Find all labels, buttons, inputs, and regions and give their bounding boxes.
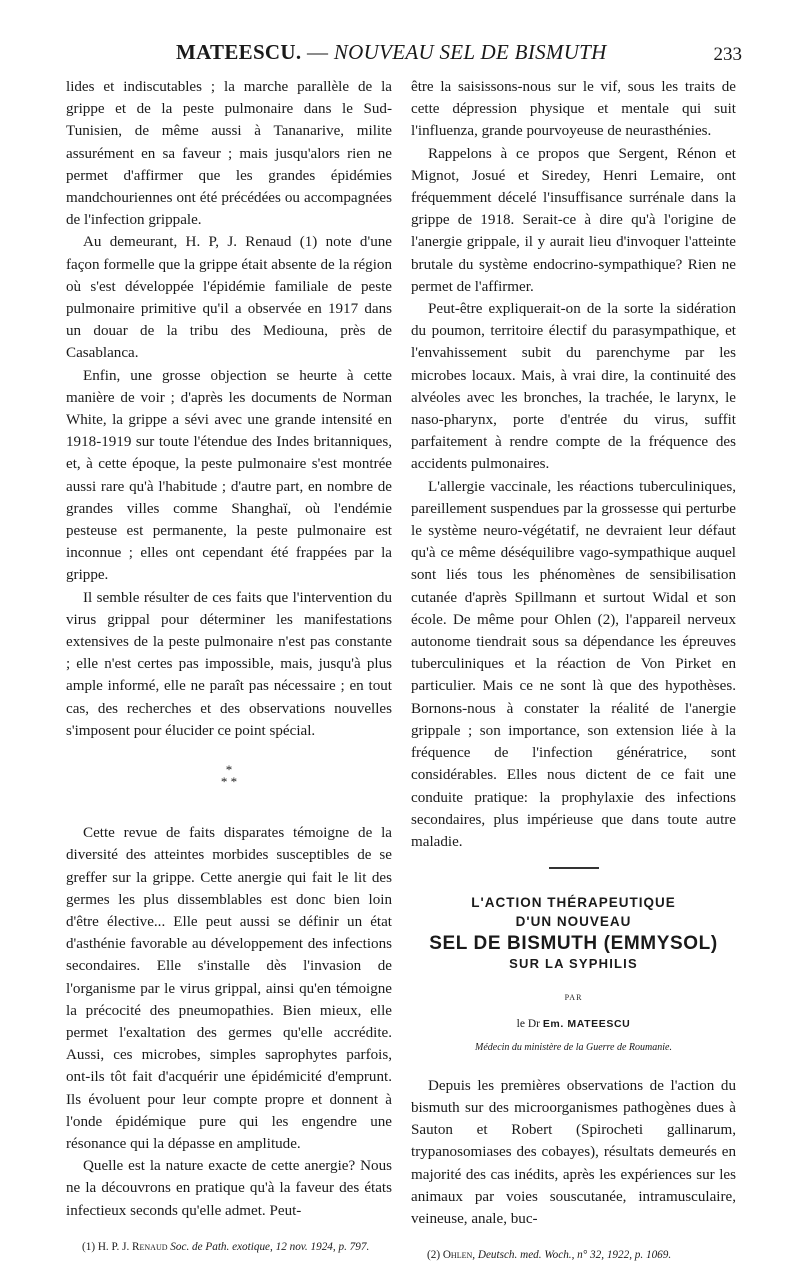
header-title: NOUVEAU SEL DE BISMUTH <box>333 40 607 64</box>
header-dash: — <box>301 40 334 64</box>
footnote-reference: , Deutsch. med. Woch., n° 32, 1922, p. 1069. <box>472 1249 672 1262</box>
footnote-1 <box>66 1240 392 1254</box>
right-column <box>411 76 736 1262</box>
paragraph: être la saisissons-nous sur le vif, sous les traits de cette dépression physique et mentale qui suit l'influenza, grande pourvoyeuse de neurasthénies. <box>411 79 736 140</box>
article-kicker-line2: D'UN NOUVEAU <box>515 914 632 930</box>
article-kicker-line1: L'ACTION THÉRAPEUTIQUE <box>471 895 676 911</box>
paragraph: L'allergie vaccinale, les réactions tuberculiniques, pareillement suspendues par la grossesse qui perturbe le système neuro-végétatif, ne devraient leur défaut qu'à ce même déséquilibre vago-sympathique auquel sont liés tous les phénomènes de sensibilisation cutanée d'après Spillmann et surtout Widal et son école. De même pour Ohlen (2), l'appareil nerveux autonome tiendrait sous sa dépendance les épreuves tuberculiniques et la réaction de Von Pirket en particulier. Mais ce ne sont là que des hypothèses. Bornons-nous à constater la réalité de l'anergie grippale ; son importance, son extension liée à la fréquence de l'infection génératrice, sont considérables. Elles nous dictent de ce fait une conduite pratique: la prophylaxie des infections secondaires, plus impérieuse que dans toute autre maladie. <box>411 478 736 850</box>
paragraph: lides et indiscutables ; la marche parallèle de la grippe et de la peste pulmonaire dans le Sud-Tunisien, de même aussi à Tananarive, milite assurément en sa faveur ; mais jusqu'alors rien ne permet d'affirmer que les grandes épidémies mandchouriennes ont été précédées ou accompagnées de l'infection grippale. <box>66 79 392 229</box>
section-asterism <box>66 764 392 788</box>
paragraph: Peut-être expliquerait-on de la sorte la sidération du poumon, territoire électif du parasympathique, et l'envahissement subit du parenchyme par les microbes locaux. Mais, à vrai dire, la continuité des alvéoles avec les bronches, la trachée, le larynx, le naso-pharynx, porte d'entrée du virus, suffit parfaitement à rendre compte de la fréquence des accidents pulmonaires. <box>411 301 736 473</box>
article-title: SEL DE BISMUTH (EMMYSOL) <box>429 933 718 955</box>
byline-author: Em. MATEESCU <box>542 1018 631 1031</box>
section-rule <box>549 867 599 869</box>
paragraph: Rappelons à ce propos que Sergent, Rénon et Mignot, Josué et Siredey, Henri Lemaire, ont fréquemment décelé l'insuffisance surrénale dans la grippe de 1918. Serait-ce à dire qu'à l'origine de l'anergie grippale, il y aurait lieu d'invoquer l'atteinte brutale du système endocrino-sympathique? Rien ne permet de l'affirmer. <box>411 145 736 295</box>
author-affiliation: Médecin du ministère de la Guerre de Roumanie. <box>475 1041 672 1053</box>
paragraph: Il semble résulter de ces faits que l'intervention du virus grippal pour déterminer les manifestations extensives de la peste pulmonaire n'est pas constante ; elle n'est certes pas impossible, mais, jusqu'à plus ample informé, elle ne paraît pas nécessaire ; en tout cas, des recherches et des observations nouvelles s'imposent pour élucider ce point spécial. <box>66 589 392 739</box>
footnote-reference: Soc. de Path. exotique, 12 nov. 1924, p. 797. <box>167 1240 370 1253</box>
running-title <box>176 40 607 65</box>
byline-par: PAR <box>564 993 583 1003</box>
footnote-number: (2) <box>427 1249 443 1262</box>
footnote-2 <box>411 1248 736 1262</box>
article-subtitle: SUR LA SYPHILIS <box>509 956 638 972</box>
footnote-author: H. P. J. Renaud <box>97 1240 168 1253</box>
paragraph: Quelle est la nature exacte de cette anergie? Nous ne la découvrons en pratique qu'à la faveur des états infectieux seconds qu'elle admet. Peut- <box>66 1158 392 1219</box>
asterism-bottom: * * <box>220 774 238 790</box>
running-header <box>66 40 742 70</box>
article-heading <box>411 893 736 1059</box>
paragraph: Au demeurant, H. P, J. Renaud (1) note d'une façon formelle que la grippe était absente de la région où s'est développée l'épidémie familiale de peste pulmonaire primitive qu'il a observée en 1917 dans un douar de la tribu des Mediouna, près de Casablanca. <box>66 234 392 362</box>
byline-prefix: le Dr <box>516 1018 543 1031</box>
paragraph: Depuis les premières observations de l'action du bismuth sur des microorganismes pathogènes dues à Sauton et Robert (Spirocheti gallinarum, trypanosomiases des cobayes), résultats demeurés en majorité des cas inédits, après les expériences sur les animaux par voies souscutanée, intramusculaire, veineuse, anale, buc- <box>411 1077 736 1227</box>
header-author: MATEESCU. <box>176 40 302 64</box>
left-column <box>66 76 392 1254</box>
footnote-number: (1) <box>82 1240 98 1253</box>
asterism-top: * <box>225 762 233 778</box>
paragraph: Enfin, une grosse objection se heurte à cette manière de voir ; d'après les documents de Norman White, la grippe a sévi avec une grande intensité en 1918-1919 sur toute l'étendue des Indes britanniques, et, à cette époque, la peste pulmonaire s'est montrée aussi rare qu'à l'habitude ; d'autre part, en nombre de grandes villes comme Shanghaï, où l'endémie pesteuse est permanente, la peste pulmonaire est inconnue ; elles ont cependant été frappées par la grippe. <box>66 367 392 584</box>
paragraph: Cette revue de faits disparates témoigne de la diversité des atteintes morbides susceptibles de se greffer sur la grippe. Cette anergie qui fait le lit des germes les plus dissemblables est donc bien loin d'être élective... Elle peut aussi se définir un état d'asthénie favorable au développement des infections secondaires. Elle s'installe dès l'invasion de l'organisme par le virus grippal, ainsi qu'en témoigne la précocité des pneumopathies. Bien mieux, elle permet l'exaltation des germes qu'elle accrédite. Aussi, ces microbes, simples saprophytes parfois, ont-ils tôt fait d'acquérir une épidémicité d'emprunt. Ils évoluent pour leur compte propre et donnent à l'onde épidémique pure qui les engendre une résonance qui la dépasse en amplitude. <box>66 825 392 1152</box>
footnote-author: Ohlen <box>442 1249 473 1262</box>
byline <box>411 1013 736 1035</box>
page-number: 233 <box>713 44 742 65</box>
